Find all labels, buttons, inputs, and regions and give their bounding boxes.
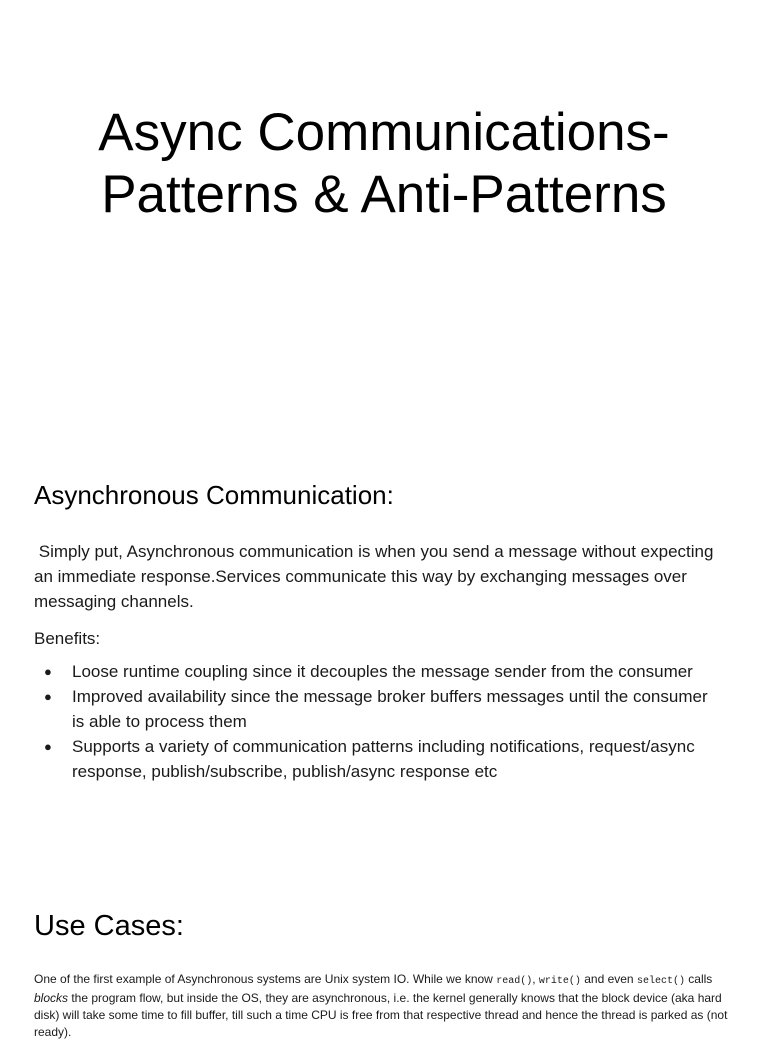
benefits-list (34, 659, 724, 784)
bullet-icon: ● (44, 689, 52, 704)
paragraph-text: One of the first example of Asynchronous systems are Unix system IO. While we know (34, 972, 497, 986)
async-intro-paragraph: Simply put, Asynchronous communication is when you send a message without expecting an immediate response.Services communicate this way by exchanging messages over messaging channels. (34, 542, 719, 611)
benefit-text: Loose runtime coupling since it decouples the message sender from the consumer (72, 662, 693, 681)
paragraph-text: and even (580, 972, 637, 986)
benefit-item (34, 684, 724, 734)
benefits-label: Benefits: (34, 629, 101, 648)
paragraph-text: calls (684, 972, 713, 986)
code-read: read() (496, 976, 533, 987)
title-line-2: Patterns & Anti-Patterns (101, 165, 667, 224)
bullet-icon: ● (44, 664, 52, 679)
code-write: write() (538, 976, 581, 987)
benefit-item (34, 734, 724, 784)
paragraph-text: the program flow, but inside the OS, they are asynchronous, i.e. the kernel generally knows that the block device (aka hard disk) will take some time to fill buffer, till such a time CPU is free from that respective thread and hence the thread is parked as (not ready). (34, 991, 728, 1039)
use-cases-paragraph (34, 971, 738, 1041)
separator-text: , (532, 972, 539, 986)
async-communication-heading: Asynchronous Communication: (34, 480, 394, 510)
benefit-text: Improved availability since the message broker buffers messages until the consumer is able to process them (72, 687, 708, 731)
use-cases-heading: Use Cases: (34, 910, 184, 942)
document-title (0, 102, 768, 226)
title-line-1: Async Communications- (98, 103, 670, 162)
benefit-item (34, 659, 724, 684)
code-select: select() (636, 976, 685, 987)
bullet-icon: ● (44, 739, 52, 754)
benefit-text: Supports a variety of communication patterns including notifications, request/async response, publish/subscribe, publish/async response etc (72, 737, 695, 781)
emphasis-blocks: blocks (34, 991, 69, 1005)
